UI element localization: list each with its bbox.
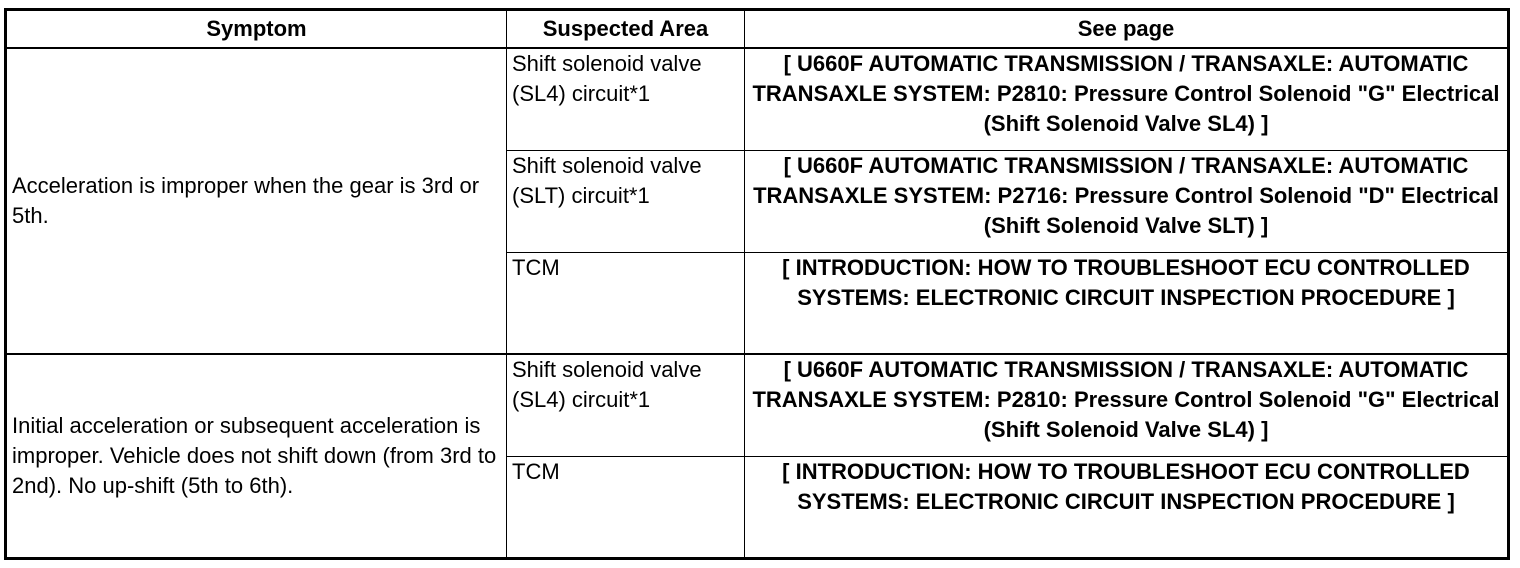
- suspected-area-cell: TCM: [507, 456, 745, 558]
- see-page-link[interactable]: [ INTRODUCTION: HOW TO TROUBLESHOOT ECU CONTROLLED SYSTEMS: ELECTRONIC CIRCUIT INSPECTION PROCEDURE ]: [782, 458, 1470, 514]
- header-see-page: See page: [745, 10, 1509, 49]
- symptom-cell: Acceleration is improper when the gear is 3rd or 5th.: [6, 48, 507, 354]
- see-page-link[interactable]: [ U660F AUTOMATIC TRANSMISSION / TRANSAXLE: AUTOMATIC TRANSAXLE SYSTEM: P2810: Pressure Control Solenoid "G" Electrical (Shift Solenoid Valve SL4) ]: [752, 357, 1500, 442]
- see-page-link[interactable]: [ INTRODUCTION: HOW TO TROUBLESHOOT ECU CONTROLLED SYSTEMS: ELECTRONIC CIRCUIT INSPECTION PROCEDURE ]: [782, 254, 1470, 310]
- symptom-table: [4, 8, 1510, 560]
- suspected-area-cell: Shift solenoid valve (SL4) circuit*1: [507, 354, 745, 456]
- suspected-area-cell: Shift solenoid valve (SLT) circuit*1: [507, 150, 745, 252]
- see-page-cell: [745, 252, 1509, 354]
- see-page-cell: [745, 150, 1509, 252]
- header-row: [6, 10, 1509, 49]
- header-symptom: Symptom: [6, 10, 507, 49]
- header-suspected-area: Suspected Area: [507, 10, 745, 49]
- see-page-cell: [745, 48, 1509, 150]
- suspected-area-cell: TCM: [507, 252, 745, 354]
- see-page-cell: [745, 354, 1509, 456]
- see-page-link[interactable]: [ U660F AUTOMATIC TRANSMISSION / TRANSAXLE: AUTOMATIC TRANSAXLE SYSTEM: P2810: Pressure Control Solenoid "G" Electrical (Shift Solenoid Valve SL4) ]: [752, 51, 1500, 136]
- table-row: [6, 354, 1509, 456]
- see-page-cell: [745, 456, 1509, 558]
- suspected-area-cell: Shift solenoid valve (SL4) circuit*1: [507, 48, 745, 150]
- see-page-link[interactable]: [ U660F AUTOMATIC TRANSMISSION / TRANSAXLE: AUTOMATIC TRANSAXLE SYSTEM: P2716: Pressure Control Solenoid "D" Electrical (Shift Solenoid Valve SLT) ]: [753, 152, 1499, 238]
- table-row: [6, 48, 1509, 150]
- symptom-cell: Initial acceleration or subsequent acceleration is improper. Vehicle does not shift down (from 3rd to 2nd). No up-shift (5th to 6th).: [6, 354, 507, 558]
- troubleshooting-sheet: [4, 8, 1510, 560]
